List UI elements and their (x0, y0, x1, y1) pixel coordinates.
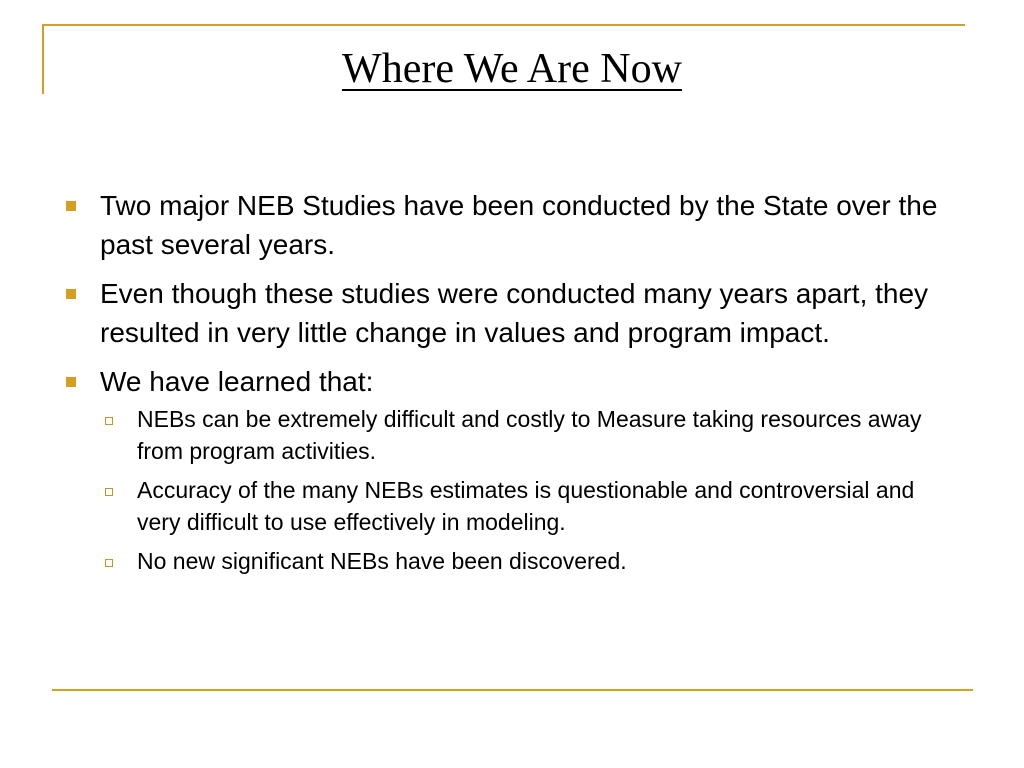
sub-bullet-item (60, 474, 960, 538)
bullet-text: Two major NEB Studies have been conducted by the State over the past several years. (100, 190, 938, 260)
square-bullet-icon (66, 289, 76, 299)
hollow-square-bullet-icon (105, 488, 113, 496)
slide-body (60, 186, 960, 584)
bullet-item (60, 186, 960, 264)
bullet-text: Even though these studies were conducted many years apart, they resulted in very little change in values and program impact. (100, 278, 929, 348)
sub-bullet-list (60, 403, 960, 577)
sub-bullet-item (60, 545, 960, 577)
frame-bottom-rule (52, 689, 973, 691)
hollow-square-bullet-icon (105, 559, 113, 567)
bullet-item (60, 362, 960, 401)
sub-bullet-text: No new significant NEBs have been discovered. (137, 548, 627, 574)
bullet-text: We have learned that: (100, 366, 374, 397)
slide-title: Where We Are Now (342, 46, 682, 92)
square-bullet-icon (66, 377, 76, 387)
sub-bullet-text: NEBs can be extremely difficult and costly to Measure taking resources away from program activities. (137, 406, 922, 464)
sub-bullet-text: Accuracy of the many NEBs estimates is questionable and controversial and very difficult to use effectively in modeling. (137, 477, 915, 535)
sub-bullet-item (60, 403, 960, 467)
square-bullet-icon (66, 201, 76, 211)
hollow-square-bullet-icon (105, 417, 113, 425)
bullet-item (60, 274, 960, 352)
frame-top-rule (42, 24, 965, 26)
